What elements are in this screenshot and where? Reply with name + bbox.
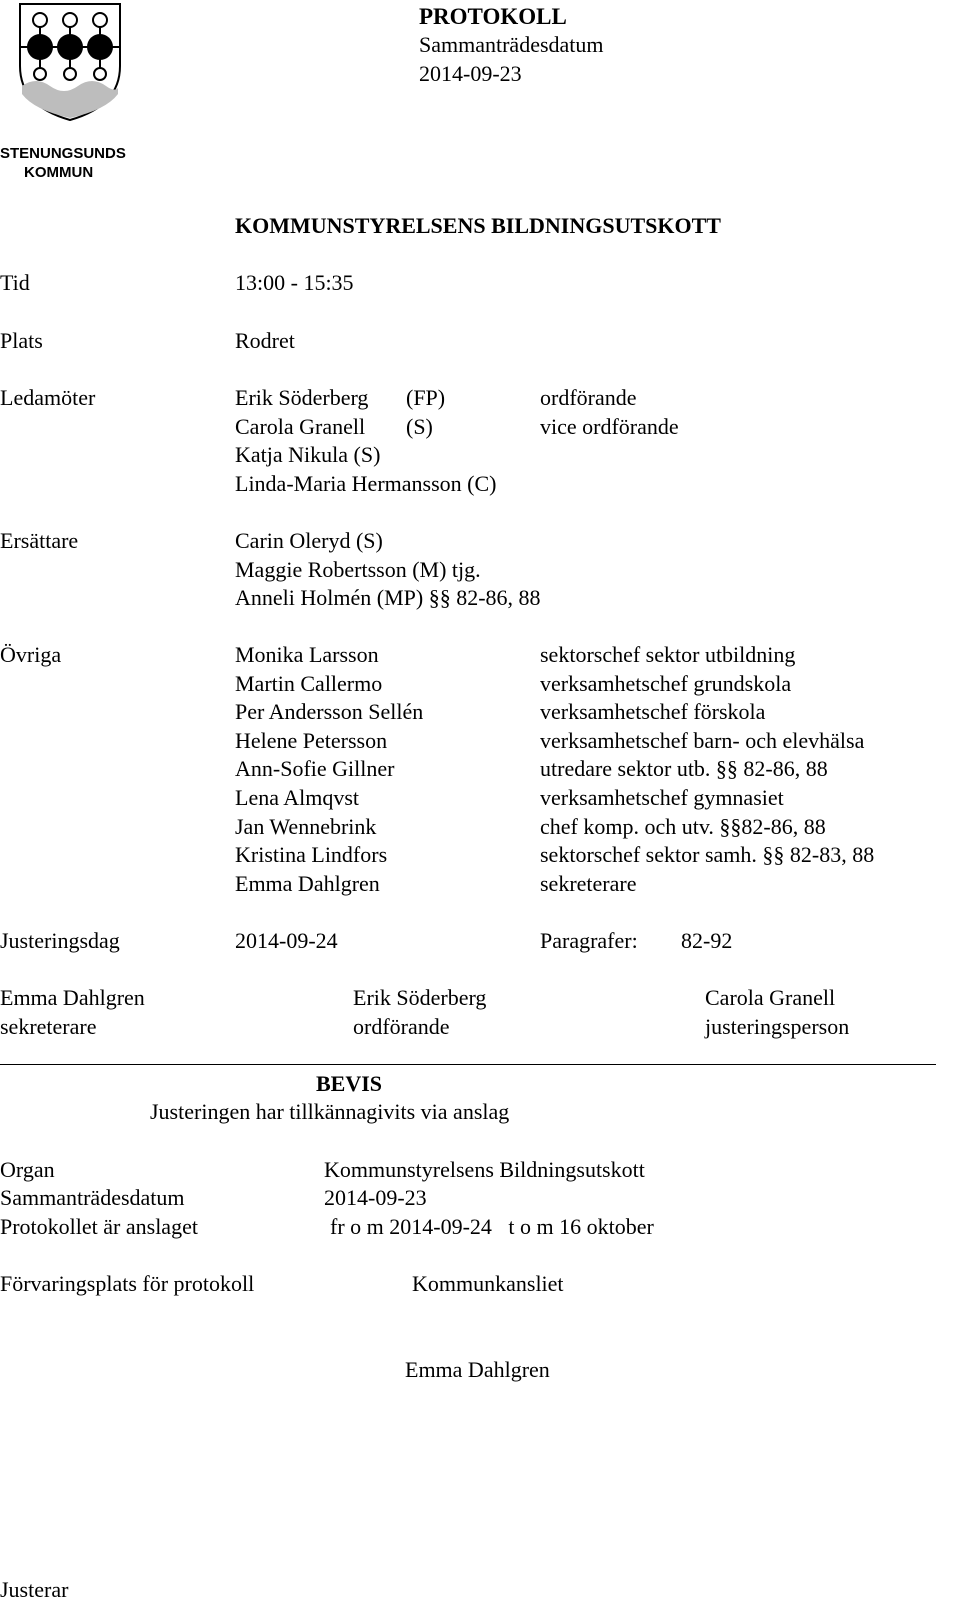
plats-label: Plats xyxy=(0,328,43,353)
ledamot-role: ordförande xyxy=(540,385,637,410)
ovrig-name: Martin Callermo xyxy=(235,670,383,696)
justerar-label: Justerar xyxy=(0,1577,69,1602)
ovrig-name: Kristina Lindfors xyxy=(235,842,388,868)
ledamoter-roles xyxy=(540,384,679,441)
organ-label: Organ xyxy=(0,1157,55,1182)
ovrig-name: Monika Larsson xyxy=(235,642,379,667)
justeringsdag-label: Justeringsdag xyxy=(0,928,120,953)
bevis-date-label: Sammanträdesdatum xyxy=(0,1185,185,1210)
paragrafer-label: Paragrafer: xyxy=(540,928,638,953)
ledamot-name: Katja Nikula (S) xyxy=(235,442,381,468)
ledamoter-names xyxy=(235,384,496,498)
ovrig-role: verksamhetschef barn- och elevhälsa xyxy=(540,727,865,753)
forvaring-value: Kommunkansliet xyxy=(412,1271,564,1296)
signature-adjuster-role: justeringsperson xyxy=(705,1014,850,1039)
ledamot-name: Carola Granell xyxy=(235,413,366,439)
ledamot-name: Erik Söderberg xyxy=(235,385,369,410)
document-title: PROTOKOLL xyxy=(419,4,567,29)
ledamot-party: (FP) xyxy=(406,385,446,410)
signature-secretary-role: sekreterare xyxy=(0,1014,97,1039)
ledamot-party: (S) xyxy=(406,413,433,439)
municipal-seal-logo xyxy=(18,2,122,122)
ovrig-role: sektorschef sektor samh. §§ 82-83, 88 xyxy=(540,842,875,868)
ersattare-name: Carin Oleryd (S) xyxy=(235,528,383,553)
bevis-subtitle: Justeringen har tillkännagivits via anslag xyxy=(150,1099,510,1124)
plats-value: Rodret xyxy=(235,328,295,353)
ledamoter-label: Ledamöter xyxy=(0,385,96,410)
ovrig-name: Jan Wennebrink xyxy=(235,813,377,839)
ovrig-name: Per Andersson Sellén xyxy=(235,699,424,725)
ersattare-names xyxy=(235,527,541,613)
ovrig-name: Emma Dahlgren xyxy=(235,870,380,896)
ledamoter-parties xyxy=(406,384,445,441)
ovriga-names xyxy=(235,641,423,898)
anslaget-label: Protokollet är anslaget xyxy=(0,1214,198,1239)
tid-value: 13:00 - 15:35 xyxy=(235,270,354,295)
signature-chair-role: ordförande xyxy=(353,1014,450,1039)
ovrig-role: verksamhetschef gymnasiet xyxy=(540,784,784,810)
organ-value: Kommunstyrelsens Bildningsutskott xyxy=(324,1157,645,1182)
bevis-signer-name: Emma Dahlgren xyxy=(405,1357,550,1382)
ovrig-name: Ann-Sofie Gillner xyxy=(235,756,395,782)
ovrig-role: verksamhetschef förskola xyxy=(540,699,766,725)
ovriga-roles xyxy=(540,641,874,898)
meeting-date-label: Sammanträdesdatum xyxy=(419,32,604,57)
signature-chair-name: Erik Söderberg xyxy=(353,985,487,1010)
ersattare-name: Anneli Holmén (MP) §§ 82-86, 88 xyxy=(235,585,541,611)
ledamot-role: vice ordförande xyxy=(540,413,679,439)
ovrig-role: sektorschef sektor utbildning xyxy=(540,642,796,667)
bevis-date-value: 2014-09-23 xyxy=(324,1185,427,1210)
bevis-title: BEVIS xyxy=(316,1071,383,1096)
ersattare-label: Ersättare xyxy=(0,528,79,553)
ovrig-role: chef komp. och utv. §§82-86, 88 xyxy=(540,813,826,839)
forvaring-label: Förvaringsplats för protokoll xyxy=(0,1271,255,1296)
committee-heading: KOMMUNSTYRELSENS BILDNINGSUTSKOTT xyxy=(235,213,721,238)
signature-adjuster-name: Carola Granell xyxy=(705,985,836,1010)
ovrig-name: Lena Almqvst xyxy=(235,784,360,810)
anslaget-value: fr o m 2014-09-24 t o m 16 oktober xyxy=(330,1214,654,1239)
ovrig-role: sekreterare xyxy=(540,870,637,896)
signature-secretary-name: Emma Dahlgren xyxy=(0,985,145,1010)
ersattare-name: Maggie Robertsson (M) tjg. xyxy=(235,556,481,582)
ledamot-name: Linda-Maria Hermansson (C) xyxy=(235,470,497,496)
ovrig-name: Helene Petersson xyxy=(235,727,388,753)
ovrig-role: utredare sektor utb. §§ 82-86, 88 xyxy=(540,756,828,782)
org-name-line1: STENUNGSUNDS xyxy=(0,145,126,162)
ovrig-role: verksamhetschef grundskola xyxy=(540,670,792,696)
meeting-date: 2014-09-23 xyxy=(419,61,522,86)
org-name-line2: KOMMUN xyxy=(24,164,94,181)
divider-line xyxy=(0,1064,936,1065)
paragrafer-value: 82-92 xyxy=(681,928,733,953)
ovriga-label: Övriga xyxy=(0,642,62,667)
justeringsdag-date: 2014-09-24 xyxy=(235,928,338,953)
tid-label: Tid xyxy=(0,270,30,295)
